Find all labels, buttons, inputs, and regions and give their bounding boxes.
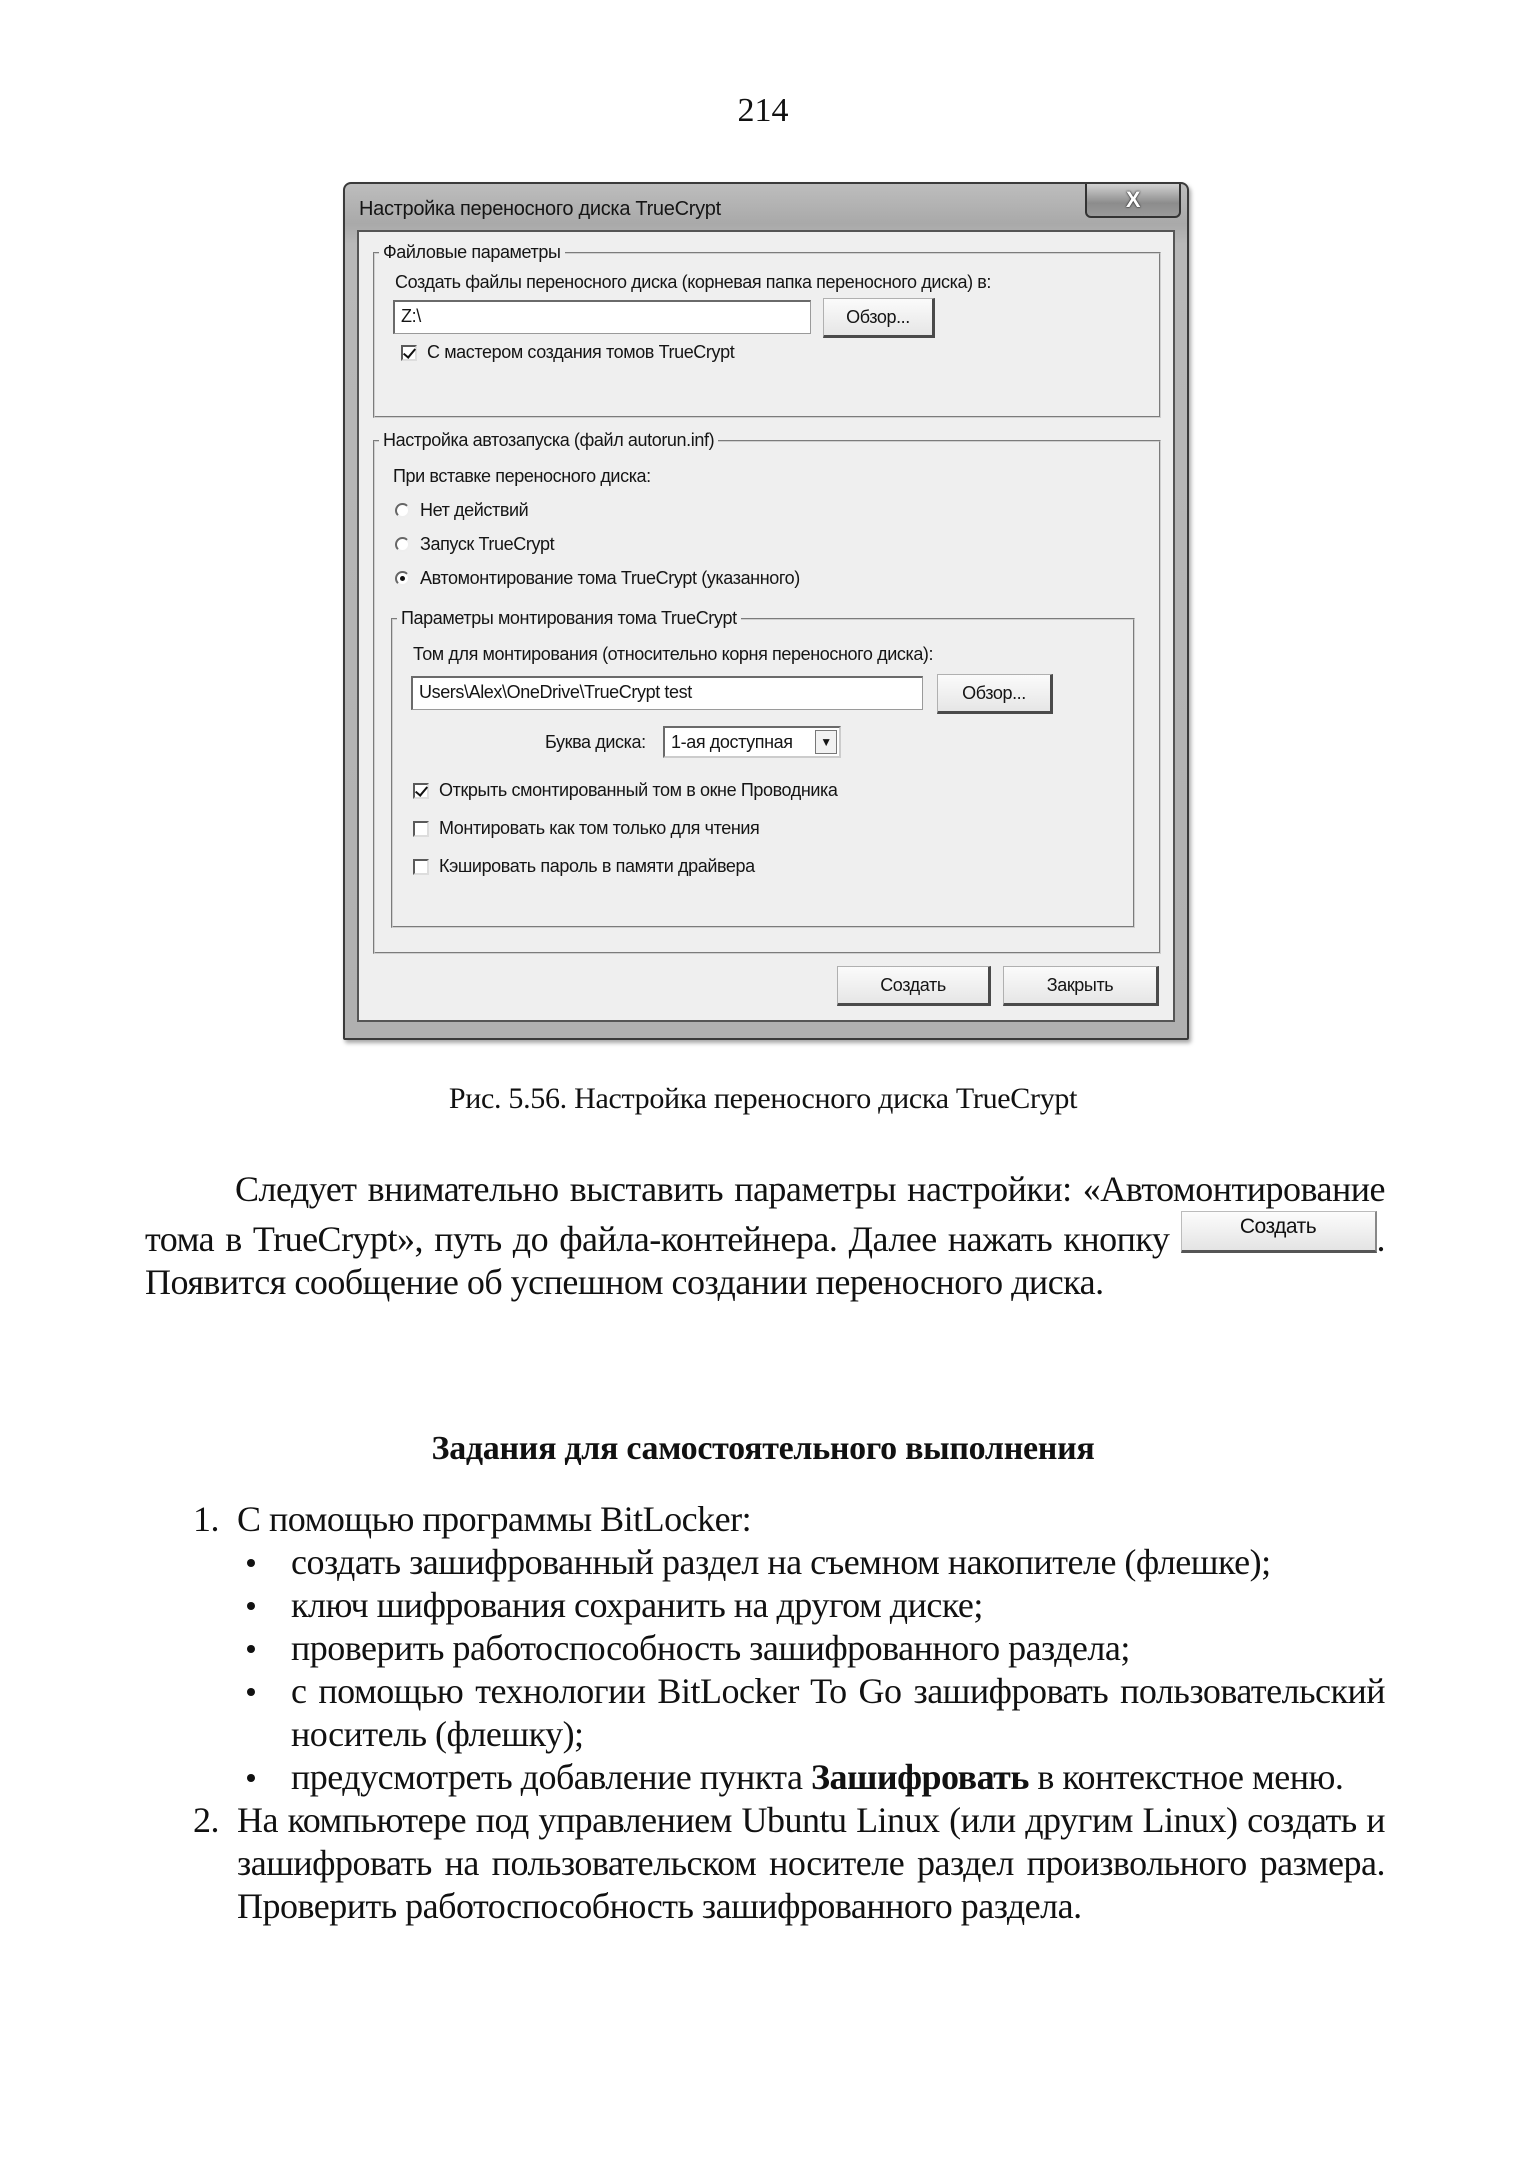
figure-caption: Рис. 5.56. Настройка переносного диска TrueCrypt (448, 1082, 1078, 1115)
radio-no-action[interactable]: Нет действий (395, 500, 528, 521)
bullet-icon (247, 1559, 255, 1567)
bullet-icon (247, 1688, 255, 1696)
task-item-1: 1. С помощью программы BitLocker: (193, 1499, 752, 1539)
bullet-icon (247, 1774, 255, 1782)
readonly-checkbox[interactable]: Монтировать как том только для чтения (413, 818, 759, 839)
radio-start-truecrypt[interactable]: Запуск TrueCrypt (395, 534, 554, 555)
volume-path-input[interactable]: Users\Alex\OneDrive\TrueCrypt test (411, 676, 923, 710)
body-paragraph: Следует внимательно выставить параметры настройки: «Автомонтирование тома в TrueCrypt», путь до файла-контейнера. Далее нажать кнопку Создать . Появится сообщение об успешном создании переносного диска. (145, 1169, 1385, 1302)
checkbox-checked-icon[interactable] (413, 783, 429, 799)
file-params-legend: Файловые параметры (383, 242, 561, 262)
bullet-icon (247, 1645, 255, 1653)
radio-icon[interactable] (395, 537, 410, 552)
root-folder-input[interactable]: Z:\ (393, 300, 811, 334)
autorun-legend: Настройка автозапуска (файл autorun.inf) (383, 430, 715, 450)
chevron-down-icon[interactable]: ▼ (815, 730, 837, 754)
browse-root-button[interactable]: Обзор... (823, 298, 935, 338)
checkbox-icon[interactable] (413, 821, 429, 837)
task-bullet: с помощью технологии BitLocker To Go зашифровать пользовательский носитель (флешку); (145, 1670, 1385, 1756)
page-number: 214 (737, 92, 789, 129)
task-bullet: проверить работоспособность зашифрованного раздела; (145, 1627, 1385, 1670)
close-button[interactable]: Закрыть (1003, 966, 1159, 1006)
checkbox-checked-icon[interactable] (401, 345, 417, 361)
mount-params-legend: Параметры монтирования тома TrueCrypt (401, 608, 737, 628)
create-files-label: Создать файлы переносного диска (корневая папка переносного диска) в: (395, 272, 992, 292)
close-icon: X (1125, 187, 1141, 212)
task-bullet: предусмотреть добавление пункта Зашифровать в контекстное меню. (145, 1756, 1385, 1799)
drive-letter-select[interactable]: 1-ая доступная ▼ (663, 726, 841, 758)
drive-letter-label: Буква диска: (545, 732, 646, 752)
on-insert-label: При вставке переносного диска: (393, 466, 651, 486)
wizard-checkbox[interactable]: С мастером создания томов TrueCrypt (401, 342, 734, 363)
browse-volume-button[interactable]: Обзор... (937, 674, 1053, 714)
task-bullet: создать зашифрованный раздел на съемном накопителе (флешке); (145, 1541, 1385, 1584)
bullet-icon (247, 1602, 255, 1610)
dialog-client-area (357, 230, 1175, 1022)
task-bullet: ключ шифрования сохранить на другом диске; (145, 1584, 1385, 1627)
task-item-2: 2. На компьютере под управлением Ubuntu Linux (или другим Linux) создать и зашифровать на пользовательском носителе раздел произвольного размера. Проверить работоспособность зашифрованного раздела. (193, 1800, 1385, 1926)
cache-password-checkbox[interactable]: Кэшировать пароль в памяти драйвера (413, 856, 755, 877)
task-list (145, 1498, 1385, 1928)
close-window-button[interactable] (1085, 184, 1181, 218)
volume-label: Том для монтирования (относительно корня переносного диска): (413, 644, 934, 664)
radio-icon[interactable] (395, 503, 410, 518)
section-heading: Задания для самостоятельного выполнения (431, 1430, 1095, 1467)
truecrypt-traveler-dialog (343, 182, 1189, 1040)
inline-create-button-image: Создать (1181, 1211, 1377, 1257)
create-button[interactable]: Создать (837, 966, 991, 1006)
radio-selected-icon[interactable] (395, 571, 410, 586)
dialog-title: Настройка переносного диска TrueCrypt (359, 198, 721, 220)
open-explorer-checkbox[interactable]: Открыть смонтированный том в окне Проводника (413, 780, 838, 801)
radio-automount[interactable]: Автомонтирование тома TrueCrypt (указанного) (395, 568, 800, 589)
checkbox-icon[interactable] (413, 859, 429, 875)
